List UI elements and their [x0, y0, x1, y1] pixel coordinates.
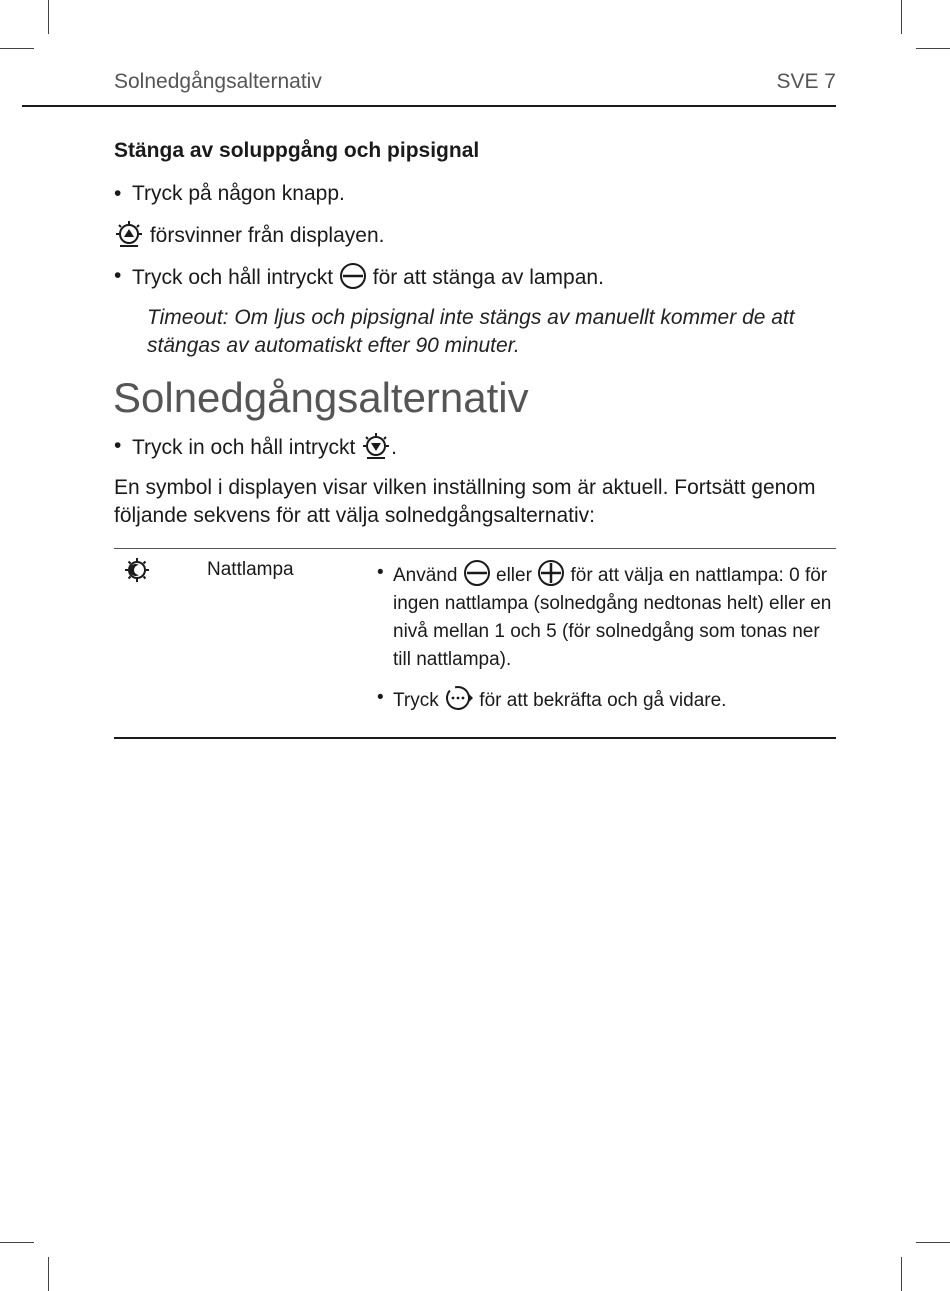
bullet: • — [114, 264, 122, 287]
page-content — [114, 136, 836, 739]
header-section-title: Solnedgångsalternativ — [114, 70, 322, 93]
sunset-icon — [361, 432, 391, 460]
sunset-step-suffix: . — [391, 436, 397, 459]
turn-off-step-3 — [114, 262, 836, 292]
crop-mark — [916, 48, 950, 49]
turn-off-heading: Stänga av soluppgång och pipsignal — [114, 139, 480, 162]
sunrise-icon — [114, 220, 144, 248]
turn-off-step-1 — [114, 180, 836, 208]
turn-off-step-3-suffix: för att stänga av lampan. — [366, 266, 604, 289]
turn-off-step-2-text: försvinner från displayen. — [144, 224, 385, 247]
sunset-step-prefix: Tryck in och håll intryckt — [132, 436, 362, 459]
night-light-icon — [124, 557, 150, 583]
settings-table — [114, 548, 836, 739]
crop-mark — [916, 1242, 950, 1243]
desc-line-2-prefix: Tryck — [393, 690, 445, 711]
page-number: SVE 7 — [776, 70, 836, 93]
turn-off-step-1-text: Tryck på någon knapp. — [132, 182, 345, 205]
crop-mark — [48, 0, 49, 34]
timeout-note: Timeout: Om ljus och pipsignal inte stängs av manuellt kommer de att stängas av automatiskt efter 90 minuter. — [147, 306, 795, 357]
table-desc-cell — [367, 549, 836, 739]
header-rule — [22, 105, 836, 107]
bullet: • — [377, 562, 384, 583]
desc-line-1-mid: eller — [490, 565, 538, 586]
minus-circle-icon — [463, 559, 491, 587]
table-icon-cell — [114, 549, 207, 739]
desc-line-2 — [377, 684, 836, 715]
crop-mark — [901, 1257, 902, 1291]
turn-off-step-3-prefix: Tryck och håll intryckt — [132, 266, 339, 289]
desc-line-2-suffix: för att bekräfta och gå vidare. — [474, 690, 727, 711]
running-header — [114, 70, 836, 94]
bullet: • — [114, 182, 122, 205]
table-name-cell: Nattlampa — [207, 559, 294, 580]
crop-mark — [48, 1257, 49, 1291]
desc-line-1-prefix: Använd — [393, 565, 463, 586]
menu-dots-icon — [444, 684, 474, 712]
desc-line-1 — [377, 559, 836, 674]
table-row — [114, 549, 836, 739]
bullet: • — [114, 434, 122, 457]
sunset-step — [114, 432, 836, 462]
crop-mark — [0, 48, 34, 49]
section-title: Solnedgångsalternativ — [113, 374, 529, 421]
minus-circle-icon — [339, 262, 367, 290]
sunset-intro: En symbol i displayen visar vilken inställning som är aktuell. Fortsätt genom följande sekvens för att välja solnedgångsalternativ: — [114, 476, 816, 527]
bullet: • — [377, 687, 384, 708]
plus-circle-icon — [537, 559, 565, 587]
crop-mark — [0, 1242, 34, 1243]
desc-line-1-suffix: för att välja en nattlampa: 0 för ingen nattlampa (solnedgång nedtonas helt) eller en nivå mellan 1 och 5 (för solnedgång som tonas ner till nattlampa). — [393, 565, 832, 670]
crop-mark — [901, 0, 902, 34]
turn-off-step-2 — [114, 220, 836, 250]
